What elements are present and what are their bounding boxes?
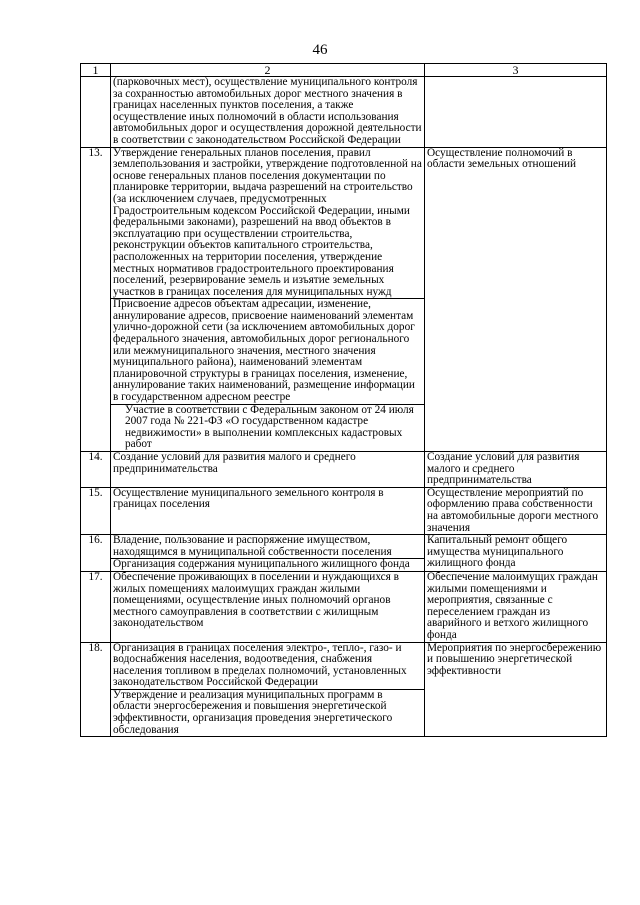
- row-number: 18.: [81, 642, 111, 737]
- powers-table: [80, 63, 607, 737]
- row-description: [111, 642, 425, 737]
- row-related-power: Обеспечение малоимущих граждан жилыми помещениями и мероприятия, связанные с переселением граждан из аварийного и ветхого жилищного фонда: [425, 571, 607, 642]
- row-related-power: Мероприятия по энергосбережению и повышению энергетической эффективности: [425, 642, 607, 737]
- header-col-1: 1: [81, 64, 111, 77]
- row-description: [111, 147, 425, 451]
- table-row: [81, 487, 607, 534]
- table-row: [81, 535, 607, 572]
- row-related-power: Капитальный ремонт общего имущества муниципального жилищного фонда: [425, 535, 607, 572]
- row-description: [111, 452, 425, 488]
- row-related-power: Создание условий для развития малого и среднего предпринимательства: [425, 452, 607, 488]
- table-header-row: [81, 64, 607, 77]
- table-row: [81, 571, 607, 642]
- row-text: Создание условий для развития малого и среднего предпринимательства: [113, 451, 356, 475]
- row-description: [111, 77, 425, 148]
- row-text: Осуществление муниципального земельного контроля в границах поселения: [113, 486, 384, 511]
- row-text: (парковочных мест), осуществление муниципального контроля за сохранностью автомобильных дорог местного значения в границах населенных пунктов поселения, а также осуществление иных полномочий в области использования автомобильных дорог и осуществления дорожной деятельности в соответствии с законодательством Российской Федерации: [113, 76, 422, 146]
- row-text: Присвоение адресов объектам адресации, изменение, аннулирование адресов, присвоение наименований элементам улично-дорожной сети (за исключением автомобильных дорог федерального значения, автомобильных дорог регионального или межмуниципального значения, местного значения муниципального района), наименований элементам планировочной структуры в границах поселения, изменение, аннулирование таких наименований, размещение информации в государственном адресном реестре: [111, 298, 424, 403]
- row-number: 17.: [81, 571, 111, 642]
- row-number: 15.: [81, 487, 111, 534]
- row-text: Утверждение генеральных планов поселения, правил землепользования и застройки, утверждение подготовленной на основе генеральных планов поселения документации по планировке территории, выдача разрешений на строительство (за исключением случаев, предусмотренных Градостроительным кодексом Российской Федерации, иными федеральными законами), разрешений на ввод объектов в эксплуатацию при осуществлении строительства, реконструкции объектов капитального строительства, расположенных на территории поселения, утверждение местных нормативов градостроительного проектирования поселений, резервирование земель и изъятие земельных участков в границах поселения для муниципальных нужд: [113, 146, 422, 298]
- row-number: 14.: [81, 452, 111, 488]
- row-text: Обеспечение проживающих в поселении и нуждающихся в жилых помещениях малоимущих граждан жилыми помещениями, осуществление иных полномочий органов местного самоуправления в соответствии с жилищным законодательством: [113, 570, 400, 630]
- header-col-2: 2: [111, 64, 425, 77]
- row-text: Организация в границах поселения электро-, тепло-, газо- и водоснабжения населения, водоотведения, снабжения населения топливом в пределах полномочий, установленных законодательством Российской Федерации: [113, 641, 407, 689]
- table-row: [81, 147, 607, 451]
- row-text: Организация содержания муниципального жилищного фонда: [111, 558, 424, 571]
- row-number: 13.: [81, 147, 111, 451]
- page-number: 46: [312, 42, 328, 58]
- row-number: [81, 77, 111, 148]
- table-row: [81, 452, 607, 488]
- row-text: Участие в соответствии с Федеральным законом от 24 июля 2007 года № 221-ФЗ «О государственном кадастре недвижимости» в выполнении комплексных кадастровых работ: [111, 404, 424, 451]
- row-description: [111, 487, 425, 534]
- row-related-power: [425, 77, 607, 148]
- row-text: Утверждение и реализация муниципальных программ в области энергосбережения и повышения энергетической эффективности, организация проведения энергетического обследования: [111, 689, 424, 736]
- row-text: Владение, пользование и распоряжение имуществом, находящимся в муниципальной собственности поселения: [113, 534, 392, 558]
- row-number: 16.: [81, 535, 111, 572]
- row-description: [111, 571, 425, 642]
- table-row: [81, 77, 607, 148]
- table-row: [81, 642, 607, 737]
- row-related-power: Осуществление полномочий в области земельных отношений: [425, 147, 607, 451]
- row-related-power: Осуществление мероприятий по оформлению права собственности на автомобильные дороги местного значения: [425, 487, 607, 534]
- row-description: [111, 535, 425, 572]
- header-col-3: 3: [425, 64, 607, 77]
